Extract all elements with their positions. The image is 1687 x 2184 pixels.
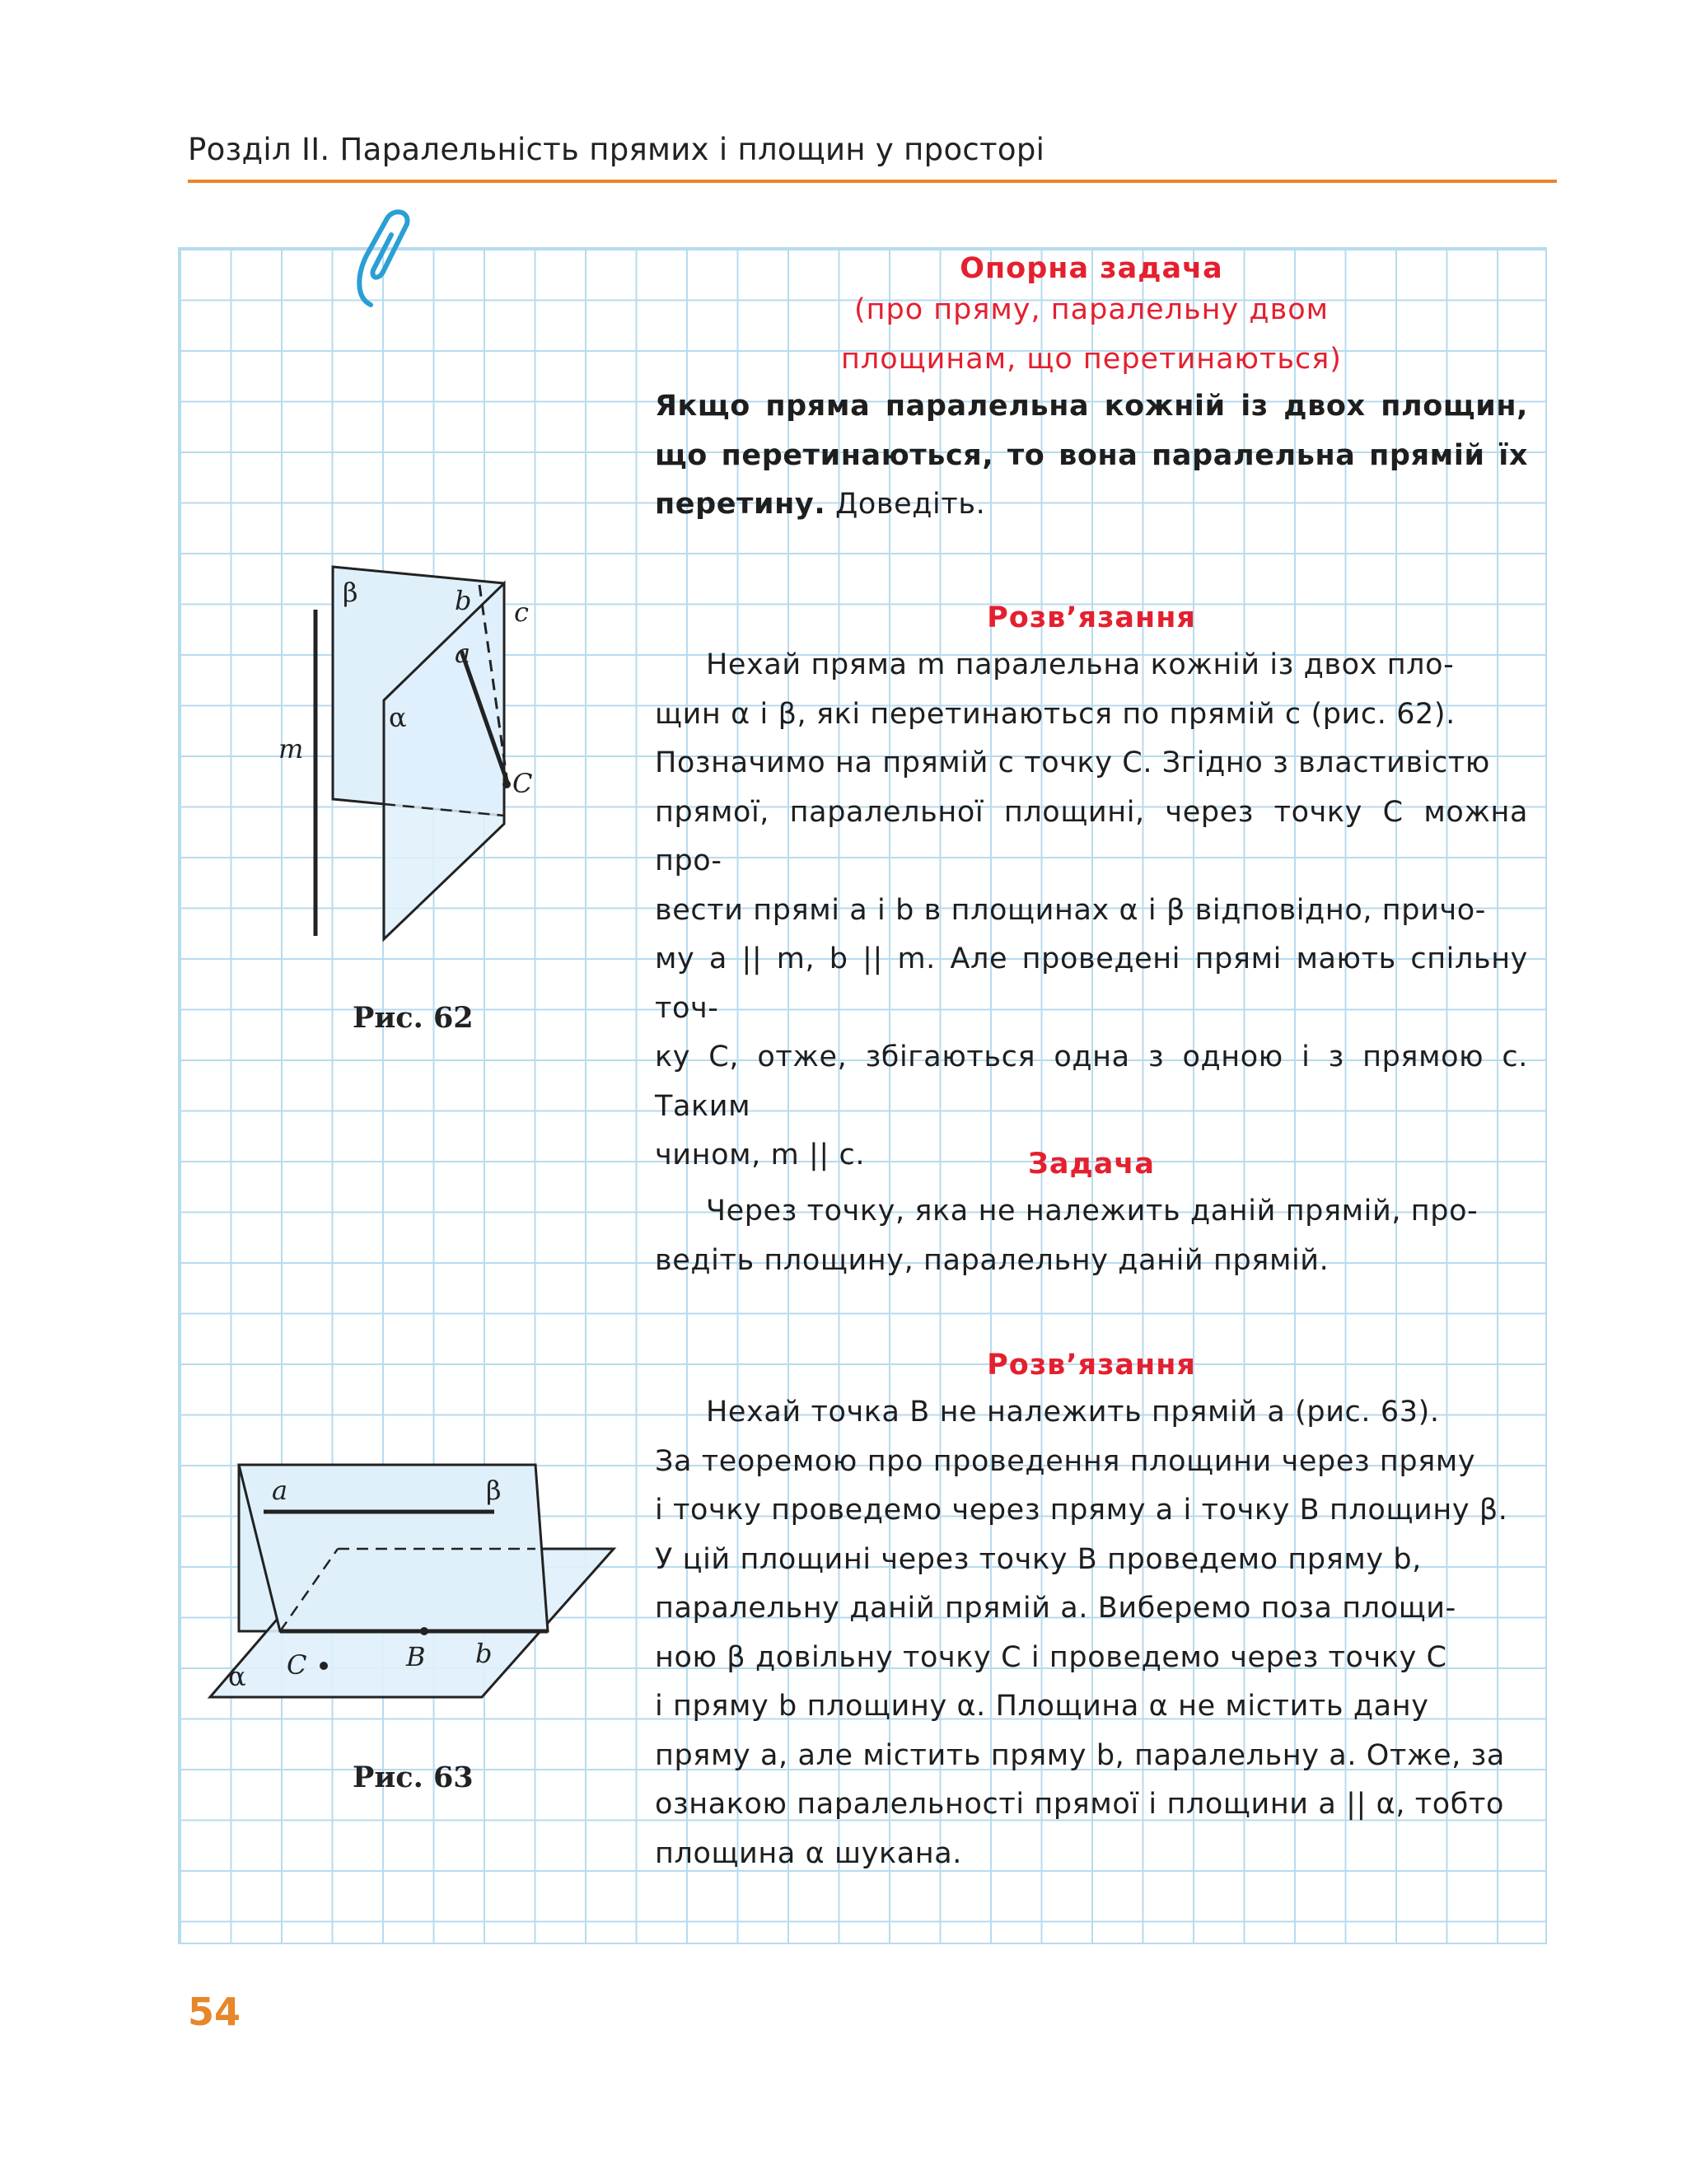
- label-beta: β: [343, 577, 358, 608]
- problem1-statement: [655, 382, 1528, 530]
- problem1-statement-tail: Доведіть.: [825, 488, 986, 521]
- problem1-solution-title: Розв’язання: [987, 601, 1196, 634]
- problem1-statement-bold: Якщо пряма паралельна кожній із двох площин, що перетинаються, то вона паралельна прямій їх перетину.: [655, 390, 1528, 521]
- problem2-statement: [655, 1187, 1528, 1285]
- figure-63-diagram: [202, 1450, 622, 1705]
- chapter-header: Розділ II. Паралельність прямих і площин у просторі: [188, 132, 1045, 167]
- problem1-solution-block: [655, 601, 1528, 1181]
- problem1-block: [655, 252, 1528, 530]
- solution2-line: У цій площині через точку B проведемо пряму b,: [655, 1542, 1422, 1576]
- statement2-line: Через точку, яка не належить даній прямій, про-: [706, 1195, 1479, 1228]
- label-m: m: [278, 733, 304, 765]
- figure-62-diagram: [264, 552, 560, 964]
- statement2-line: ведіть площину, паралельну даній прямій.: [655, 1243, 1330, 1277]
- solution1-line: Нехай пряма m паралельна кожній із двох пло-: [706, 648, 1455, 681]
- solution2-line: і точку проведемо через пряму a і точку B площину β.: [655, 1494, 1508, 1527]
- problem2-block: [655, 1148, 1528, 1285]
- label-beta: β: [486, 1475, 502, 1506]
- solution1-line: Позначимо на прямій c точку C. Згідно з властивістю: [655, 746, 1490, 779]
- label-a: a: [455, 638, 471, 669]
- paperclip-icon: [346, 206, 420, 313]
- header-divider: [188, 180, 1557, 183]
- solution2-line: пряму a, але містить пряму b, паралельну a. Отже, за: [655, 1738, 1505, 1772]
- label-b: b: [475, 1638, 493, 1669]
- figure-62-caption: Рис. 62: [353, 1001, 474, 1035]
- solution2-line: площина α шукана.: [655, 1836, 963, 1870]
- point-C: [502, 780, 511, 788]
- label-alpha: α: [389, 702, 407, 733]
- label-alpha: α: [228, 1661, 246, 1692]
- solution2-line: ною β довільну точку C і проведемо через точку C: [655, 1640, 1447, 1674]
- label-c: c: [514, 596, 529, 628]
- solution1-line: вести прямі a і b в площинах α і β відповідно, причо-: [655, 893, 1486, 927]
- problem1-solution-text: [655, 641, 1528, 1181]
- problem2-solution-text: [655, 1388, 1528, 1878]
- solution1-line: прямої, паралельної площині, через точку C можна про-: [655, 795, 1528, 877]
- problem1-title: Опорна задача: [960, 252, 1223, 285]
- problem2-solution-title: Розв’язання: [987, 1349, 1196, 1382]
- problem2-title: Задача: [1027, 1148, 1155, 1181]
- label-B: B: [406, 1641, 426, 1672]
- label-C: C: [512, 768, 533, 799]
- solution1-line: чином, m || c.: [655, 1139, 866, 1172]
- solution1-line: щин α і β, які перетинаються по прямій c (рис. 62).: [655, 697, 1456, 731]
- solution2-line: Нехай точка B не належить прямій a (рис. 63).: [706, 1396, 1440, 1429]
- point-B: [420, 1627, 428, 1635]
- label-C: C: [287, 1649, 307, 1681]
- solution2-line: За теоремою про проведення площини через пряму: [655, 1444, 1476, 1478]
- label-a: a: [272, 1475, 288, 1506]
- problem1-subtitle-line1: (про пряму, паралельну двом: [853, 293, 1330, 326]
- solution2-line: ознакою паралельності прямої і площини a || α, тобто: [655, 1788, 1504, 1821]
- solution2-line: і пряму b площину α. Площина α не містить дану: [655, 1690, 1429, 1723]
- problem1-subtitle-line2: площинам, що перетинаються): [841, 343, 1342, 376]
- solution2-line: паралельну даній прямій a. Виберемо поза площи-: [655, 1592, 1456, 1625]
- solution1-line: ку C, отже, збігаються одна з одною і з прямою c. Таким: [655, 1041, 1528, 1123]
- solution1-line: му a || m, b || m. Але проведені прямі мають спільну точ-: [655, 942, 1528, 1025]
- label-b: b: [455, 585, 472, 616]
- page-number: 54: [188, 1990, 241, 2034]
- figure-63-caption: Рис. 63: [353, 1761, 474, 1794]
- problem2-solution-block: [655, 1349, 1528, 1878]
- point-C: [320, 1662, 328, 1670]
